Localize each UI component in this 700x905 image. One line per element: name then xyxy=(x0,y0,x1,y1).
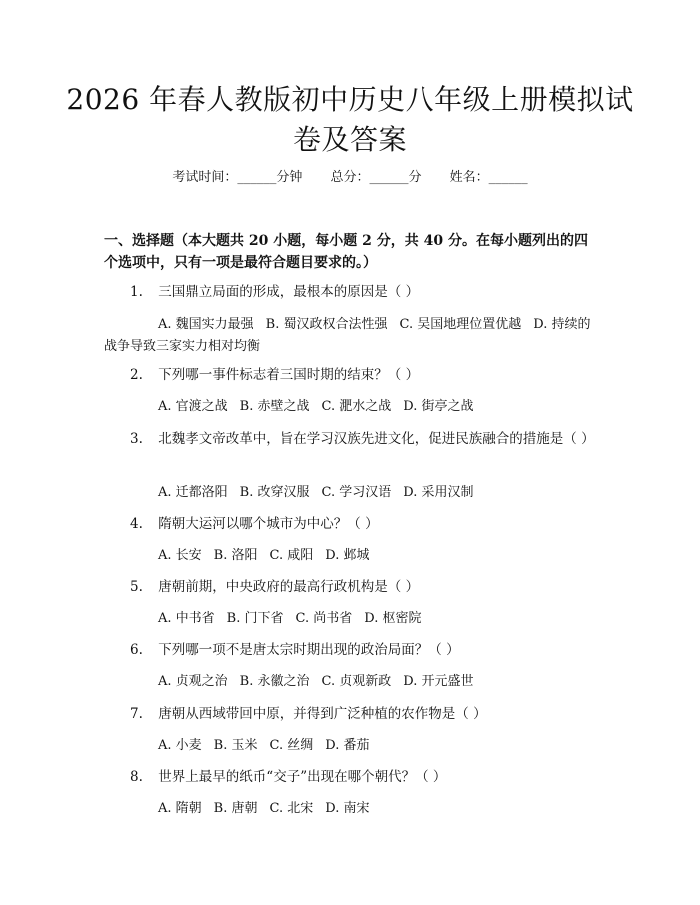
option-d: D. 街亭之战 xyxy=(403,399,474,414)
option-d: D. 枢密院 xyxy=(364,611,422,626)
option-a: A. 隋朝 xyxy=(158,801,202,816)
question-4 xyxy=(104,513,598,535)
question-5 xyxy=(104,576,598,598)
option-b: B. 永徽之治 xyxy=(239,674,310,689)
option-d: D. 南宋 xyxy=(325,801,370,816)
question-number: 2. xyxy=(130,367,143,383)
question-6-options xyxy=(104,671,598,693)
question-stem: 世界上最早的纸币“交子”出现在哪个朝代？（ ） xyxy=(158,769,447,785)
question-number: 6. xyxy=(130,642,143,658)
option-d: D. 采用汉制 xyxy=(403,485,474,500)
option-d: D. 开元盛世 xyxy=(403,674,474,689)
section-heading: 一、选择题（本大题共 20 小题，每小题 2 分，共 40 分。在每小题列出的四个选项中，只有一项是最符合题目要求的。） xyxy=(104,233,588,271)
total-score-field: 总分：______分 xyxy=(330,170,422,185)
option-a: A. 长安 xyxy=(158,548,202,563)
question-stem: 唐朝从西域带回中原，并得到广泛种植的农作物是（ ） xyxy=(158,706,487,722)
option-b: B. 洛阳 xyxy=(213,548,258,563)
question-number: 7. xyxy=(130,706,143,722)
option-c: C. 学习汉语 xyxy=(321,485,392,500)
option-c: C. 吴国地理位置优越 xyxy=(399,317,522,332)
option-d: D. 番茄 xyxy=(325,738,370,753)
question-number: 4. xyxy=(130,516,143,532)
question-8-options xyxy=(104,798,598,820)
option-b: B. 蜀汉政权合法性强 xyxy=(265,317,388,332)
option-c: C. 淝水之战 xyxy=(321,399,392,414)
option-b: B. 改穿汉服 xyxy=(239,485,310,500)
question-stem: 下列哪一项不是唐太宗时期出现的政治局面？（ ） xyxy=(158,642,460,658)
option-d: D. 持续的战争导致三家实力相对均衡 xyxy=(104,317,591,354)
option-a: A. 魏国实力最强 xyxy=(158,317,254,332)
question-1 xyxy=(104,281,598,303)
exam-time-field: 考试时间：______分钟 xyxy=(172,170,303,185)
question-7 xyxy=(104,703,598,725)
option-b: B. 唐朝 xyxy=(213,801,258,816)
option-a: A. 中书省 xyxy=(158,611,215,626)
option-c: C. 贞观新政 xyxy=(321,674,392,689)
option-b: B. 赤壁之战 xyxy=(239,399,310,414)
question-8 xyxy=(104,766,598,788)
question-3 xyxy=(104,428,598,450)
question-stem: 北魏孝文帝改革中，旨在学习汉族先进文化，促进民族融合的措施是（ ） xyxy=(158,431,595,447)
option-c: C. 尚书省 xyxy=(295,611,353,626)
name-field: 姓名：______ xyxy=(449,170,528,185)
question-stem: 三国鼎立局面的形成，最根本的原因是（ ） xyxy=(158,284,420,300)
option-a: A. 贞观之治 xyxy=(158,674,228,689)
option-a: A. 迁都洛阳 xyxy=(158,485,228,500)
question-number: 3. xyxy=(130,431,143,447)
question-stem: 下列哪一事件标志着三国时期的结束？（ ） xyxy=(158,367,420,383)
option-d: D. 邺城 xyxy=(325,548,370,563)
question-stem: 隋朝大运河以哪个城市为中心？（ ） xyxy=(158,516,379,532)
question-number: 5. xyxy=(130,579,143,595)
option-b: B. 门下省 xyxy=(226,611,284,626)
question-2-options xyxy=(104,396,598,418)
exam-title xyxy=(60,80,640,160)
option-b: B. 玉米 xyxy=(213,738,258,753)
exam-info xyxy=(0,168,700,188)
question-2 xyxy=(104,364,598,386)
question-5-options xyxy=(104,608,598,630)
option-c: C. 北宋 xyxy=(269,801,314,816)
question-number: 8. xyxy=(130,769,143,785)
option-a: A. 小麦 xyxy=(158,738,202,753)
option-a: A. 官渡之战 xyxy=(158,399,228,414)
question-stem: 唐朝前期，中央政府的最高行政机构是（ ） xyxy=(158,579,420,595)
title-line-1: 2026 年春人教版初中历史八年级上册模拟试 xyxy=(66,83,634,116)
question-number: 1. xyxy=(130,284,143,300)
title-line-2: 卷及答案 xyxy=(292,123,407,156)
question-1-options xyxy=(104,314,598,358)
question-4-options xyxy=(104,545,598,567)
question-6 xyxy=(104,639,598,661)
question-3-options xyxy=(104,482,598,504)
option-c: C. 咸阳 xyxy=(269,548,314,563)
option-c: C. 丝绸 xyxy=(269,738,314,753)
question-7-options xyxy=(104,735,598,757)
